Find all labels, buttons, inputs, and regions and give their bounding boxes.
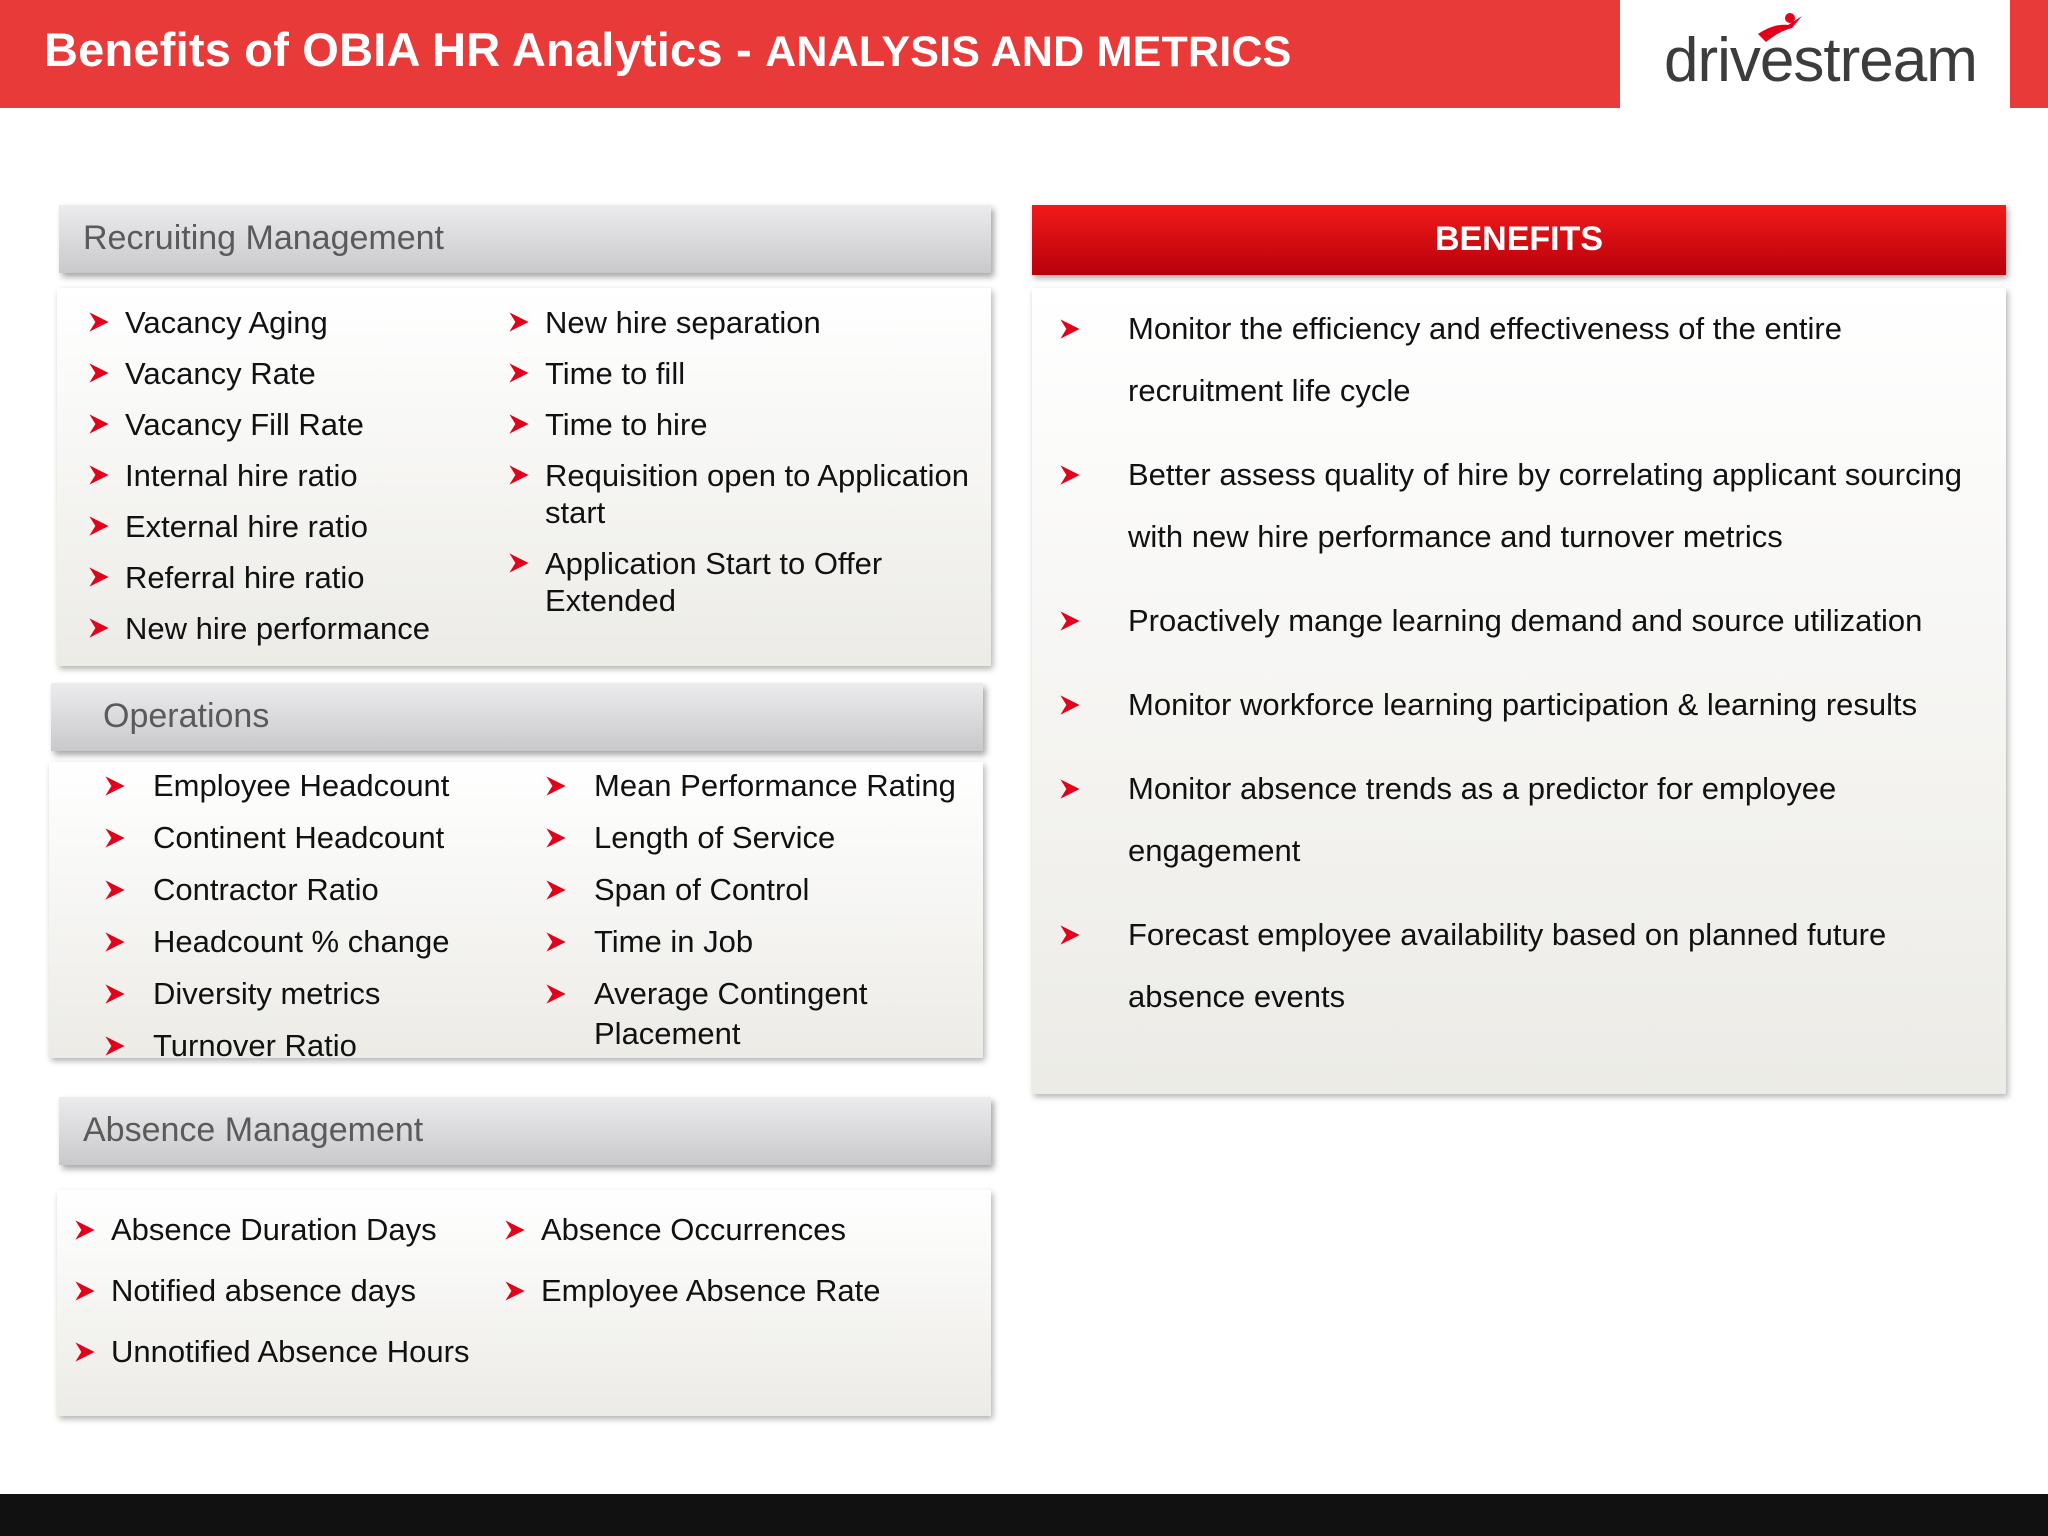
list-item: Absence Occurrences <box>503 1210 973 1250</box>
arrow-bullet-icon <box>103 982 127 1006</box>
arrow-bullet-icon <box>507 310 531 334</box>
arrow-bullet-icon <box>544 774 568 798</box>
recruiting-heading-label: Recruiting Management <box>83 219 444 257</box>
arrow-bullet-icon <box>1058 317 1082 341</box>
list-item: External hire ratio <box>87 508 487 545</box>
list-item: Mean Performance Rating <box>544 766 974 806</box>
list-item: Absence Duration Days <box>73 1210 493 1250</box>
arrow-bullet-icon <box>544 982 568 1006</box>
list-item: Average Contingent Placement <box>544 974 974 1054</box>
arrow-bullet-icon <box>507 463 531 487</box>
list-item: Time to fill <box>507 355 977 392</box>
list-item: Requisition open to Application start <box>507 457 977 531</box>
list-item: Application Start to Offer Extended <box>507 545 977 619</box>
list-item: Vacancy Fill Rate <box>87 406 487 443</box>
benefits-panel <box>1032 288 2006 1094</box>
arrow-bullet-icon <box>1058 463 1082 487</box>
absence-right-list <box>503 1210 973 1311</box>
arrow-bullet-icon <box>103 1034 127 1058</box>
recruiting-right-list <box>507 304 977 619</box>
benefits-list <box>1058 298 1988 1028</box>
arrow-bullet-icon <box>507 412 531 436</box>
list-item: Turnover Ratio <box>103 1026 523 1066</box>
page-title <box>44 22 1292 77</box>
recruiting-panel <box>57 288 991 666</box>
arrow-bullet-icon <box>87 463 111 487</box>
operations-panel <box>49 762 983 1063</box>
list-item: Time to hire <box>507 406 977 443</box>
list-item: Proactively mange learning demand and source utilization <box>1058 590 1988 652</box>
list-item: Vacancy Rate <box>87 355 487 392</box>
operations-left-list <box>103 766 523 1066</box>
header-accent-strip <box>2010 0 2048 108</box>
arrow-bullet-icon <box>544 878 568 902</box>
list-item: Span of Control <box>544 870 974 910</box>
list-item: Unnotified Absence Hours <box>73 1332 493 1372</box>
benefits-heading-label: BENEFITS <box>1434 220 1604 258</box>
list-item: Continent Headcount <box>103 818 523 858</box>
arrow-bullet-icon <box>87 565 111 589</box>
logo-text: drivestream <box>1664 26 1977 95</box>
logo <box>1620 0 2010 108</box>
title-main: Benefits of OBIA HR Analytics - <box>44 23 766 76</box>
list-item: Internal hire ratio <box>87 457 487 494</box>
arrow-bullet-icon <box>87 412 111 436</box>
list-item: Monitor absence trends as a predictor for employee engagement <box>1058 758 1988 882</box>
list-item: Time in Job <box>544 922 974 962</box>
operations-right-list <box>544 766 974 1054</box>
absence-left-list <box>73 1210 493 1372</box>
list-item: Employee Headcount <box>103 766 523 806</box>
arrow-bullet-icon <box>87 616 111 640</box>
list-item: Diversity metrics <box>103 974 523 1014</box>
arrow-bullet-icon <box>1058 693 1082 717</box>
arrow-bullet-icon <box>73 1218 97 1242</box>
arrow-bullet-icon <box>544 826 568 850</box>
list-item: Employee Absence Rate <box>503 1271 973 1311</box>
list-item: Length of Service <box>544 818 974 858</box>
arrow-bullet-icon <box>103 930 127 954</box>
list-item: Monitor the efficiency and effectiveness of the entire recruitment life cycle <box>1058 298 1988 422</box>
arrow-bullet-icon <box>1058 609 1082 633</box>
list-item: Vacancy Aging <box>87 304 487 341</box>
arrow-bullet-icon <box>1058 777 1082 801</box>
list-item: Forecast employee availability based on planned future absence events <box>1058 904 1988 1028</box>
absence-panel <box>57 1190 991 1416</box>
arrow-bullet-icon <box>73 1279 97 1303</box>
benefits-heading <box>1032 205 2006 275</box>
list-item: Referral hire ratio <box>87 559 487 596</box>
list-item: Monitor workforce learning participation & learning results <box>1058 674 1988 736</box>
list-item: Contractor Ratio <box>103 870 523 910</box>
arrow-bullet-icon <box>103 774 127 798</box>
arrow-bullet-icon <box>87 361 111 385</box>
list-item: Notified absence days <box>73 1271 493 1311</box>
arrow-bullet-icon <box>73 1340 97 1364</box>
list-item: Headcount % change <box>103 922 523 962</box>
absence-heading <box>59 1097 991 1165</box>
title-subtitle: ANALYSIS AND METRICS <box>765 28 1292 76</box>
operations-heading <box>51 683 983 751</box>
arrow-bullet-icon <box>103 826 127 850</box>
list-item: Better assess quality of hire by correlating applicant sourcing with new hire performance and turnover metrics <box>1058 444 1988 568</box>
recruiting-left-list <box>87 304 487 647</box>
operations-heading-label: Operations <box>103 697 270 735</box>
arrow-bullet-icon <box>1058 923 1082 947</box>
footer-bar <box>0 1494 2048 1536</box>
arrow-bullet-icon <box>544 930 568 954</box>
arrow-bullet-icon <box>507 361 531 385</box>
arrow-bullet-icon <box>507 551 531 575</box>
arrow-bullet-icon <box>503 1218 527 1242</box>
arrow-bullet-icon <box>87 514 111 538</box>
arrow-bullet-icon <box>87 310 111 334</box>
list-item: New hire performance <box>87 610 487 647</box>
arrow-bullet-icon <box>503 1279 527 1303</box>
arrow-bullet-icon <box>103 878 127 902</box>
list-item: New hire separation <box>507 304 977 341</box>
title-bar <box>0 0 1620 108</box>
recruiting-heading <box>59 205 991 273</box>
absence-heading-label: Absence Management <box>83 1111 424 1149</box>
